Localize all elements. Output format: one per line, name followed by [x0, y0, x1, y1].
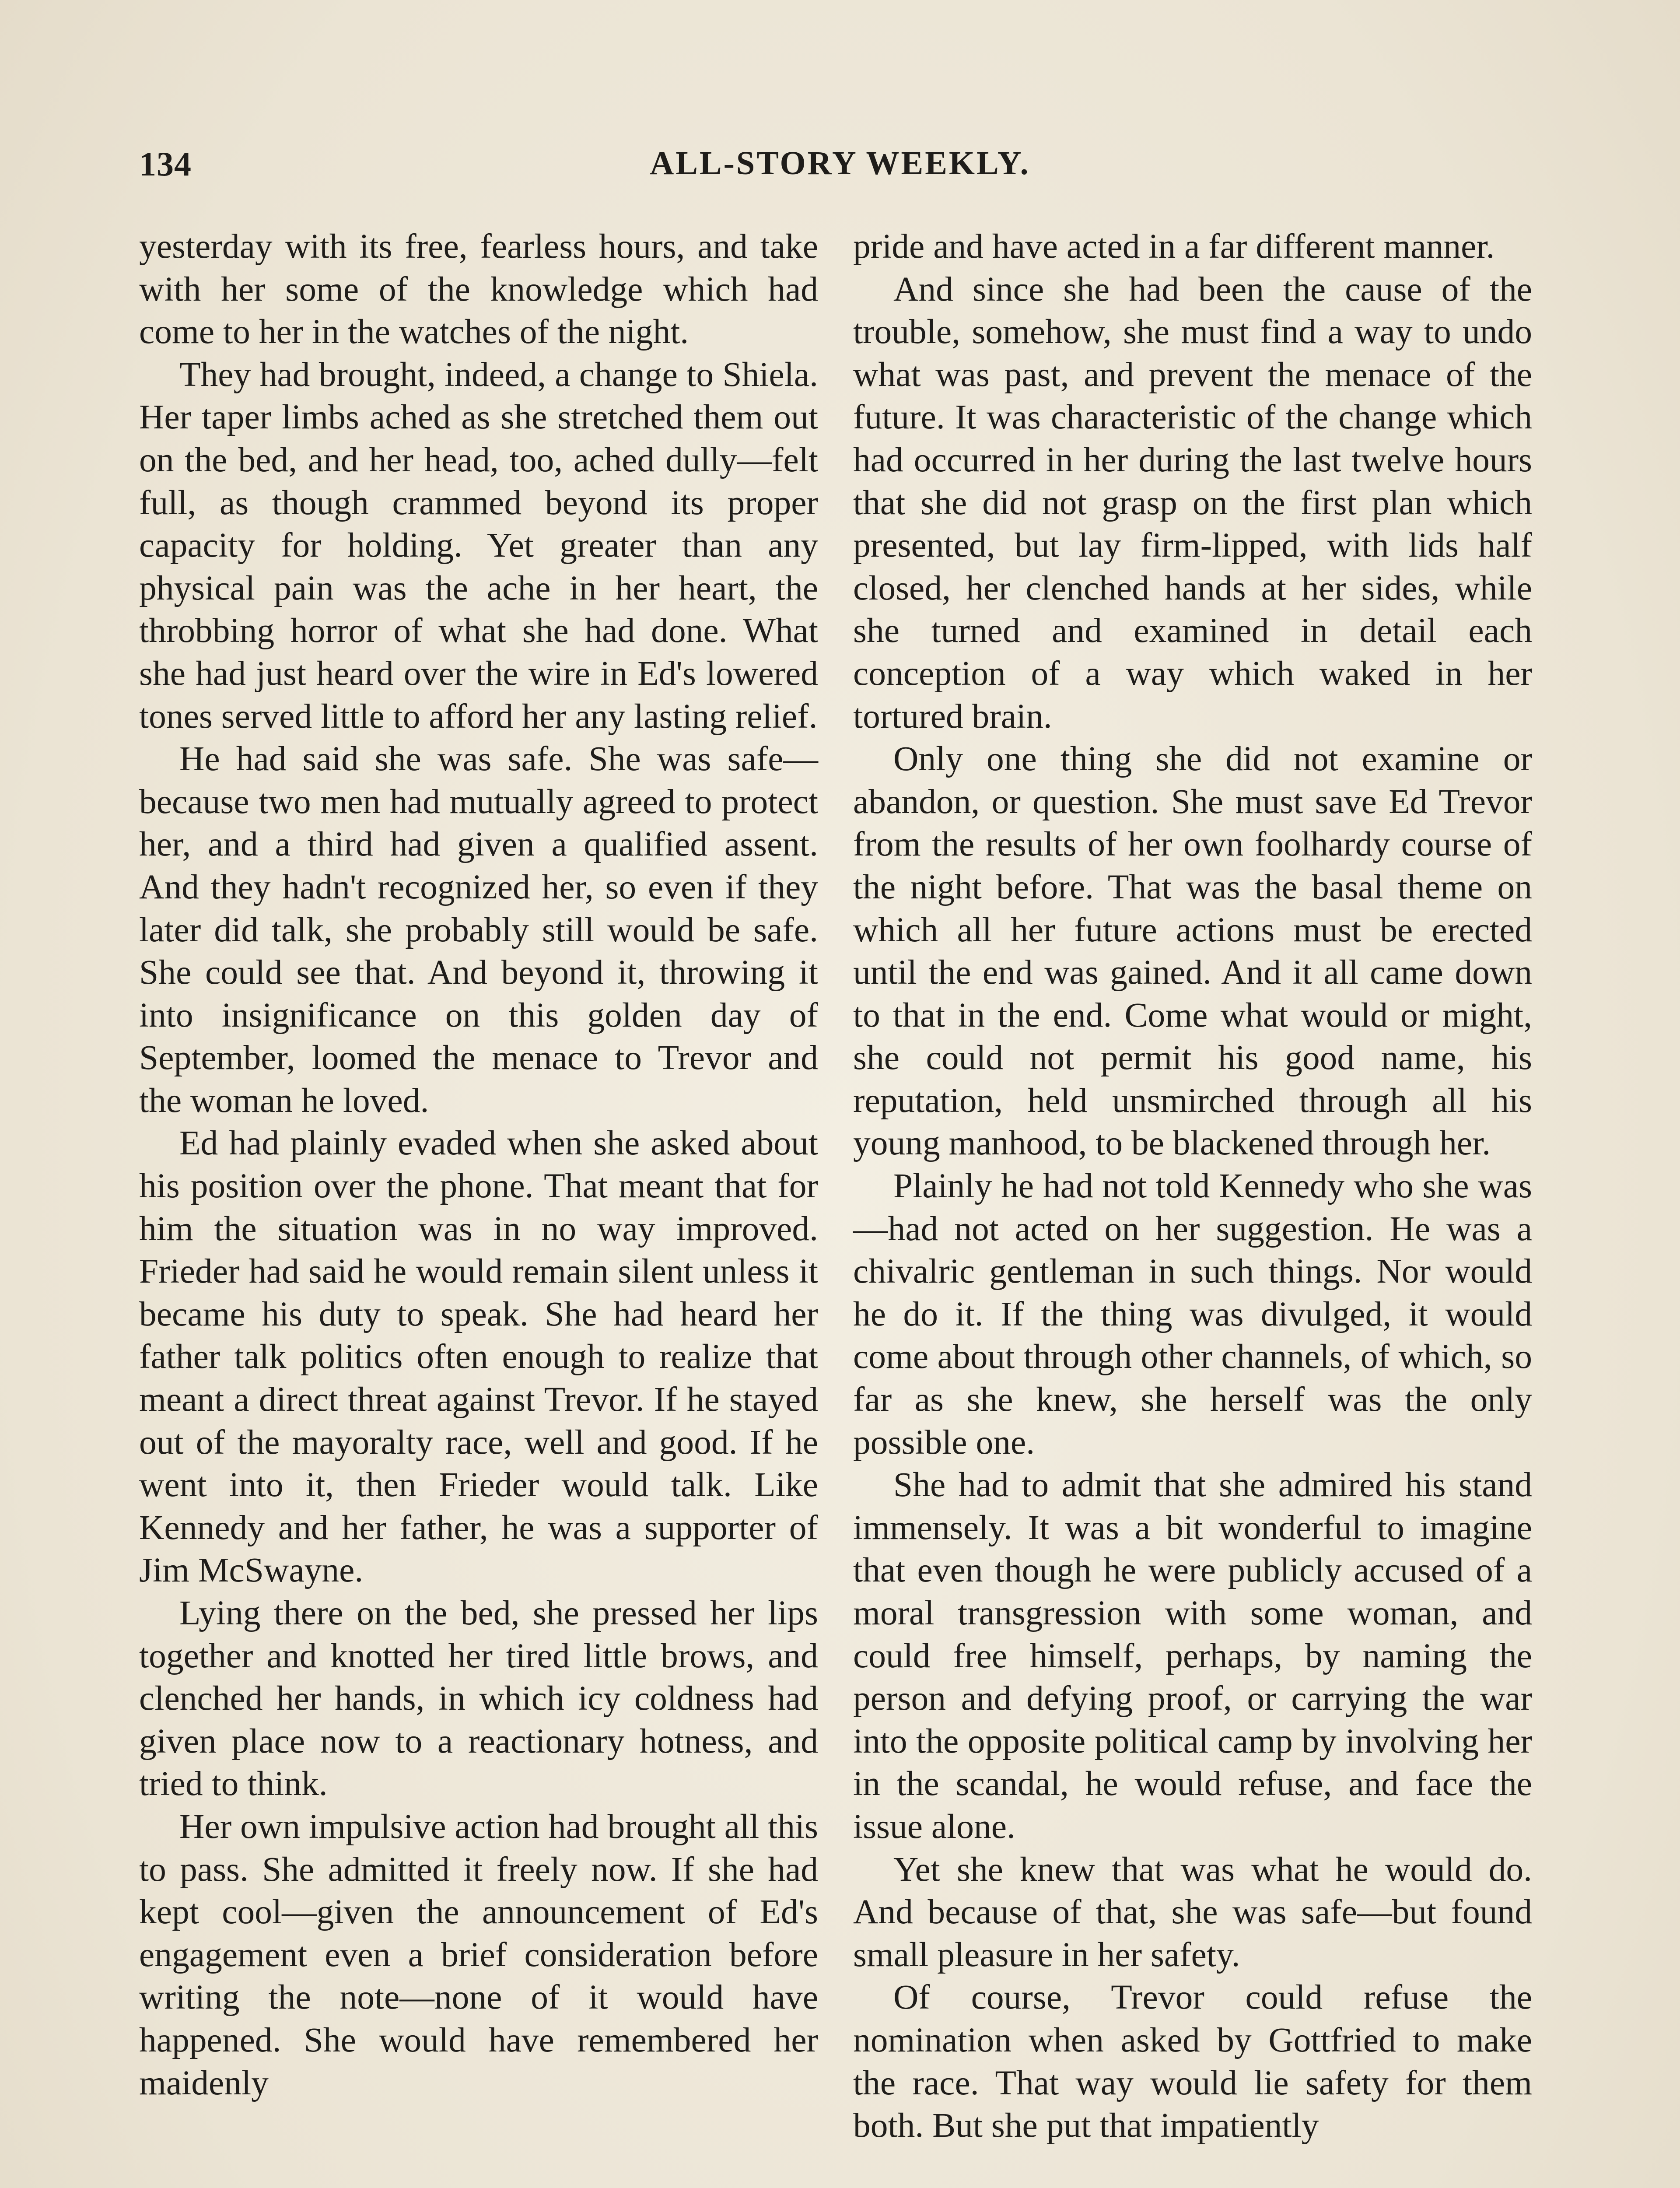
paragraph: Of course, Trevor could refuse the nomination when asked by Gottfried to make the race. That way would lie safety for them both. But she put that impatiently [853, 1978, 1532, 2145]
paragraph: pride and have acted in a far different manner. [853, 227, 1495, 266]
page-number: 134 [139, 145, 192, 183]
paragraph: Ed had plainly evaded when she asked about his position over the phone. That meant that for him the situation was in no way improved. Frieder had said he would remain silent unless it became his duty to speak. She had heard her father talk politics often enough to realize that meant a direct threat against Trevor. If he stayed out of the mayoralty race, well and good. If he went into it, then Frieder would talk. Like Kennedy and her father, he was a supporter of Jim McSwayne. [139, 1124, 818, 1590]
running-title: ALL-STORY WEEKLY. [650, 145, 1030, 182]
paragraph: And since she had been the cause of the trouble, somehow, she must find a way to undo what was past, and prevent the menace of the future. It was characteristic of the change which had occurred in her during the last twelve hours that she did not grasp on the first plan which presented, but lay firm-lipped, with lids half closed, her clenched hands at her sides, while she turned and examined in detail each conception of a way which waked in her tortured brain. [853, 270, 1532, 736]
paragraph: Lying there on the bed, she pressed her lips together and knotted her tired little brows, and clenched her hands, in which icy coldness had given place now to a reactionary hotness, and tried to think. [139, 1594, 818, 1803]
page-header [139, 144, 1541, 193]
left-column [139, 225, 818, 2188]
paragraph: She had to admit that she admired his stand immensely. It was a bit wonderful to imagine that even though he were publicly accused of a moral transgression with some woman, and could free himself, perhaps, by naming the person and defying proof, or carrying the war into the opposite political camp by involving her in the scandal, he would refuse, and face the issue alone. [853, 1466, 1532, 1846]
paragraph: They had brought, indeed, a change to Shiela. Her taper limbs ached as she stretched them out on the bed, and her head, too, ached dully—felt full, as though crammed beyond its proper capacity for holding. Yet greater than any physical pain was the ache in her heart, the throbbing horror of what she had done. What she had just heard over the wire in Ed's lowered tones served little to afford her any lasting relief. [139, 355, 818, 736]
paragraph: Plainly he had not told Kennedy who she was—had not acted on her suggestion. He was a chivalric gentleman in such things. Nor would he do it. If the thing was divulged, it would come about through other channels, of which, so far as she knew, she herself was the only possible one. [853, 1167, 1532, 1462]
paragraph: yesterday with its free, fearless hours, and take with her some of the knowledge which had come to her in the watches of the night. [139, 227, 818, 351]
paragraph: Only one thing she did not examine or abandon, or question. She must save Ed Trevor from the results of her own foolhardy course of the night before. That was the basal theme on which all her future actions must be erected until the end was gained. And it all came down to that in the end. Come what would or might, she could not permit his good name, his reputation, held unsmirched through all his young manhood, to be blackened through her. [853, 740, 1532, 1163]
right-column [853, 225, 1532, 2188]
paragraph: He had said she was safe. She was safe—because two men had mutually agreed to protect her, and a third had given a qualified assent. And they hadn't recognized her, so even if they later did talk, she probably still would be safe. She could see that. And beyond it, throwing it into insignificance on this golden day of September, loomed the menace to Trevor and the woman he loved. [139, 740, 818, 1120]
paragraph: Her own impulsive action had brought all this to pass. She admitted it freely now. If she had kept cool—given the announcement of Ed's engagement even a brief consideration before writing the note—none of it would have happened. She would have remembered her maidenly [139, 1807, 818, 2102]
paragraph: Yet she knew that was what he would do. And because of that, she was safe—but found small pleasure in her safety. [853, 1850, 1532, 1974]
